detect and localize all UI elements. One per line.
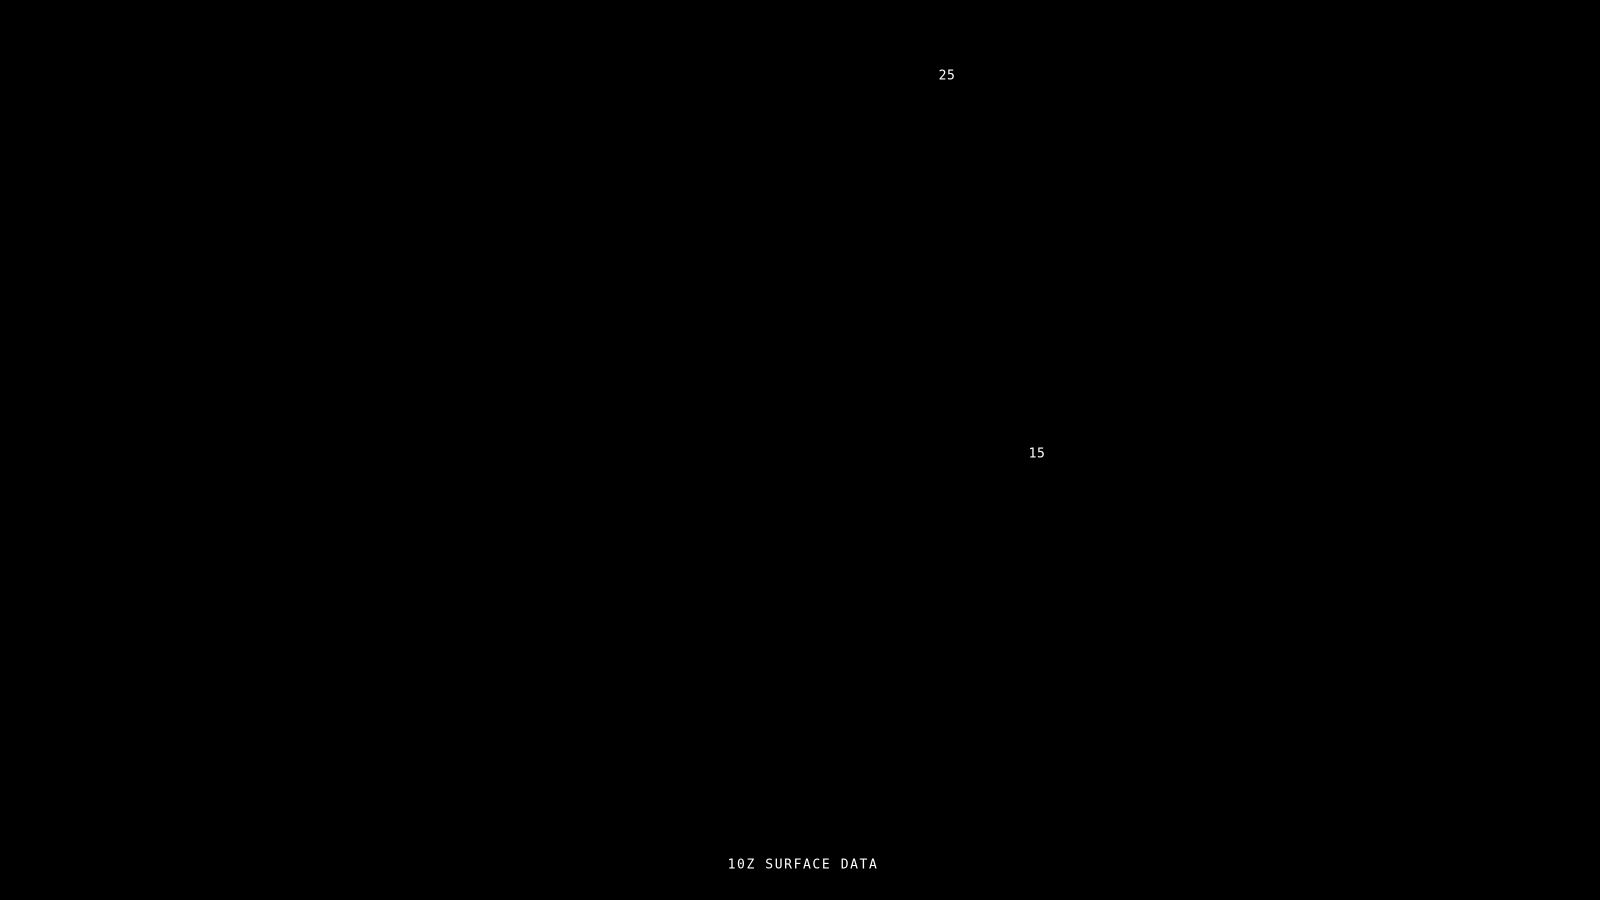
map-caption: 10Z SURFACE DATA	[727, 857, 879, 873]
station-observation-value: 15	[1028, 446, 1046, 462]
station-observation-value: 25	[938, 68, 956, 84]
